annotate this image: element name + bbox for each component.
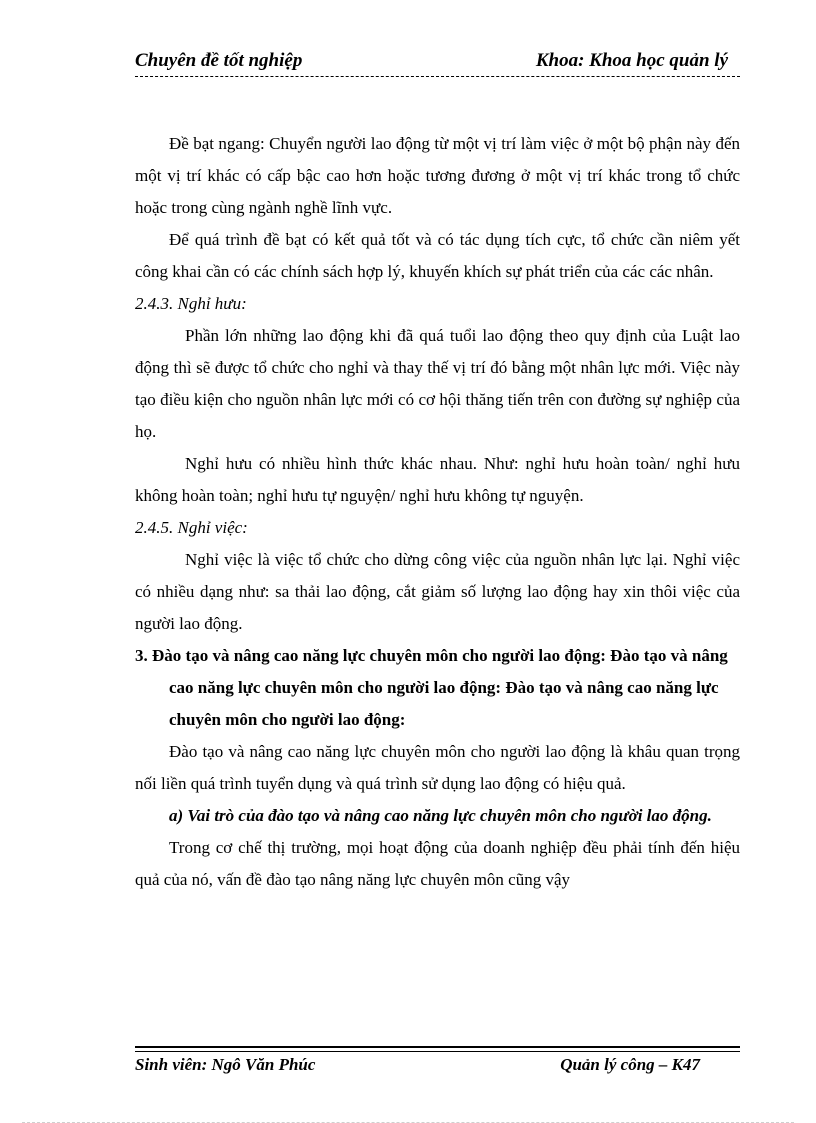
section-heading-resignation: 2.4.5. Nghỉ việc: [135, 518, 248, 537]
paragraph-horizontal-promotion: Đề bạt ngang: Chuyển người lao động từ một vị trí làm việc ở một bộ phận này đến một vị trí khác có cấp bậc cao hơn hoặc tương đương ở một vị trí khác trong tổ chức hoặc trong cùng ngành nghề lĩnh vực. [135, 134, 740, 217]
paragraph-resignation: Nghỉ việc là việc tổ chức cho dừng công việc của nguồn nhân lực lại. Nghỉ việc có nhiều dạng như: sa thải lao động, cắt giảm số lượng lao động hay xin thôi việc của người lao động. [135, 550, 740, 633]
footer-student-name: Sinh viên: Ngô Văn Phúc [135, 1055, 316, 1074]
paragraph-training-intro: Đào tạo và nâng cao năng lực chuyên môn cho người lao động là khâu quan trọng nối liền quá trình tuyển dụng và quá trình sử dụng lao động có hiệu quả. [135, 742, 740, 793]
header-thesis-title: Chuyên đề tốt nghiệp [135, 50, 303, 71]
document-body [135, 128, 740, 896]
paragraph-retirement-forms: Nghỉ hưu có nhiều hình thức khác nhau. Như: nghỉ hưu hoàn toàn/ nghỉ hưu không hoàn toàn; nghỉ hưu tự nguyện/ nghỉ hưu không tự nguyện. [135, 454, 740, 505]
footer-divider-thin [135, 1051, 740, 1052]
paragraph-retirement-intro: Phần lớn những lao động khi đã quá tuổi lao động theo quy định của Luật lao động thì sẽ được tổ chức cho nghỉ và thay thế vị trí đó bằng một nhân lực mới. Việc này tạo điều kiện cho nguồn nhân lực mới có cơ hội thăng tiến trên con đường sự nghiệp của họ. [135, 326, 740, 441]
section-heading-retirement: 2.4.3. Nghỉ hưu: [135, 294, 247, 313]
footer-divider-thick [135, 1046, 740, 1048]
header-faculty: Khoa: Khoa học quản lý [535, 50, 728, 71]
page-header [135, 48, 740, 74]
header-divider [135, 76, 740, 77]
subheading-role-of-training: a) Vai trò của đào tạo và nâng cao năng lực chuyên môn cho người lao động. [169, 806, 712, 825]
section-heading-training: 3. Đào tạo và nâng cao năng lực chuyên môn cho người lao động: Đào tạo và nâng cao năng lực chuyên môn cho người lao động: Đào tạo và nâng cao năng lực chuyên môn cho người lao động: [135, 646, 728, 729]
page-footer [135, 1055, 740, 1079]
footer-class: Quản lý công – K47 [560, 1055, 700, 1074]
paragraph-promotion-process: Để quá trình đề bạt có kết quả tốt và có tác dụng tích cực, tổ chức cần niêm yết công khai cần có các chính sách hợp lý, khuyến khích sự phát triển của các các nhân. [135, 230, 740, 281]
paragraph-market-mechanism: Trong cơ chế thị trường, mọi hoạt động của doanh nghiệp đều phải tính đến hiệu quả của nó, vấn đề đào tạo nâng năng lực chuyên môn cũng vậy [135, 838, 740, 889]
